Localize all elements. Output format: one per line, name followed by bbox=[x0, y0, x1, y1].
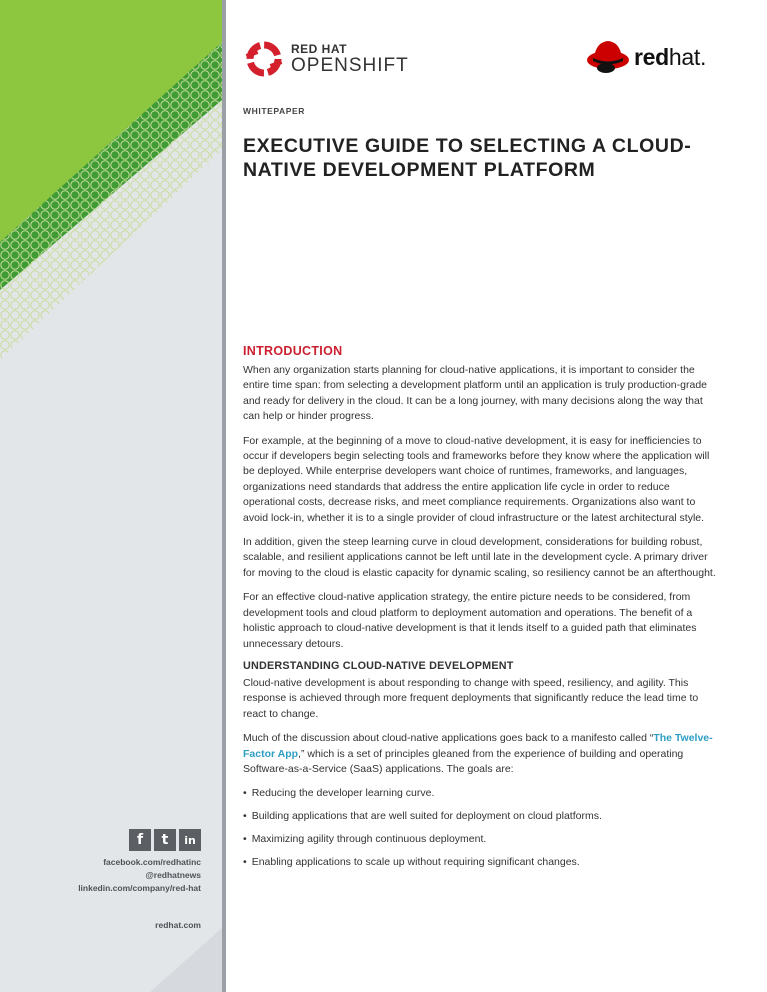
redhat-wordmark: redhat. bbox=[634, 43, 707, 70]
facebook-link[interactable]: facebook.com/redhatinc bbox=[103, 857, 201, 867]
twitter-link[interactable]: @redhatnews bbox=[145, 870, 201, 880]
website-link[interactable]: redhat.com bbox=[155, 920, 201, 930]
facebook-icon[interactable]: f bbox=[129, 829, 151, 851]
shadowman-icon bbox=[586, 38, 630, 76]
linkedin-icon[interactable]: in bbox=[179, 829, 201, 851]
intro-paragraph-2: For example, at the beginning of a move to cloud-native development, it is easy for inefficiencies to occur if developers begin selecting tools and frameworks before they know where the application will be deployed. While enterprise developers want choice of runtimes, frameworks, and languages, organizations need standards that address the entire application life cycle in order to reduce operational costs, decrease risks, and meet compliance requirements. Organizations also want to avoid lock-in, whether it is to a single provider of cloud infrastructure or the latest architectural style. bbox=[243, 434, 710, 524]
understanding-paragraph-2: Much of the discussion about cloud-native applications goes back to a manifesto called “The Twelve-Factor App,” which is a set of principles gleaned from the experience of building and operating Software-as-a-Service (SaaS) applications. The goals are: bbox=[243, 732, 713, 775]
intro-paragraph-4: For an effective cloud-native application strategy, the entire picture needs to be considered, from development tools and cloud platform to deployment automation and operations. The benefit of a holistic approach to cloud-native development is that it lends itself to a guided path that eliminates unnecessary detours. bbox=[243, 591, 697, 650]
social-icons bbox=[129, 829, 201, 851]
document-body bbox=[243, 344, 717, 878]
goals-list bbox=[243, 786, 717, 870]
twelve-factor-link[interactable]: The Twelve-Factor App bbox=[243, 732, 713, 760]
openshift-logo-bottom: OPENSHIFT bbox=[291, 55, 409, 76]
page-title: EXECUTIVE GUIDE TO SELECTING A CLOUD-NATIVE DEVELOPMENT PLATFORM bbox=[243, 135, 692, 181]
linkedin-link[interactable]: linkedin.com/company/red-hat bbox=[78, 883, 201, 893]
twitter-icon[interactable]: t bbox=[154, 829, 176, 851]
introduction-heading: INTRODUCTION bbox=[243, 344, 343, 358]
list-item: • Reducing the developer learning curve. bbox=[243, 786, 717, 801]
list-item: • Enabling applications to scale up without requiring significant changes. bbox=[243, 855, 717, 870]
openshift-logo bbox=[243, 38, 409, 80]
openshift-logo-top: RED HAT bbox=[291, 42, 347, 56]
list-item: • Building applications that are well suited for deployment on cloud platforms. bbox=[243, 809, 717, 824]
redhat-logo bbox=[586, 38, 706, 76]
understanding-paragraph-1: Cloud-native development is about responding to change with speed, resiliency, and agility. This response is achieved through more frequent deployments that significantly reduce the lead time to react to change. bbox=[243, 676, 699, 720]
understanding-heading: UNDERSTANDING CLOUD-NATIVE DEVELOPMENT bbox=[243, 659, 514, 672]
openshift-ring-icon bbox=[243, 38, 285, 80]
intro-paragraph-3: In addition, given the steep learning curve in cloud development, considerations for building robust, scalable, and resilient applications cannot be left until late in the development cycle. A primary driver for moving to the cloud is elastic capacity for dynamic scaling, so resiliency cannot be an afterthought. bbox=[243, 536, 716, 579]
decorative-side-panel bbox=[0, 0, 222, 992]
document-type-label: WHITEPAPER bbox=[243, 106, 306, 116]
panel-divider bbox=[222, 0, 226, 992]
list-item: • Maximizing agility through continuous deployment. bbox=[243, 832, 717, 847]
intro-paragraph-1: When any organization starts planning for cloud-native applications, it is important to consider the entire time span: from selecting a development platform until an application is truly production-grade and ready for delivery in the cloud. It can be a long journey, with many decisions along the way that can help or hinder progress. bbox=[243, 364, 707, 423]
